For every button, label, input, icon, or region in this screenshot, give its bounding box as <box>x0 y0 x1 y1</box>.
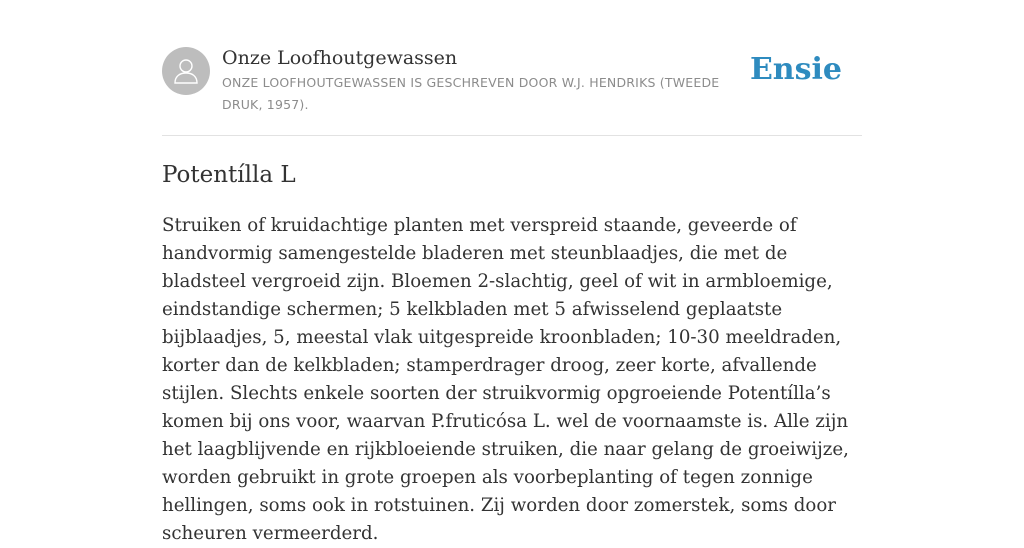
source-header <box>162 46 862 116</box>
book-subtitle: ONZE LOOFHOUTGEWASSEN IS GESCHREVEN DOOR W.J. HENDRIKS (TWEEDE DRUK, 1957). <box>222 75 720 112</box>
user-icon <box>162 47 210 95</box>
entry-title: Potentílla L <box>162 162 296 188</box>
divider <box>162 135 862 136</box>
book-title[interactable]: Onze Loofhoutgewassen <box>222 47 458 69</box>
entry-body: Struiken of kruidachtige planten met verspreid staande, geveerde of handvormig samengestelde bladeren met steunblaadjes, die met de bladsteel vergroeid zijn. Bloemen 2-slachtig, geel of wit in armbloemige, eindstandige schermen; 5 kelkbladen met 5 afwisselend geplaatste bijblaadjes, 5, meestal vlak uitgespreide kroonbladen; 10-30 meeldraden, korter dan de kelkbladen; stamperdrager droog, zeer korte, afvallende stijlen. Slechts enkele soorten der struikvormig opgroeiende Potentílla’s komen bij ons voor, waarvan P.fruticósa L. wel de voornaamste is. Alle zijn het laagblijvende en rijkbloeiende struiken, die naar gelang de groeiwijze, worden gebruikt in grote groepen als voorbeplanting of tegen zonnige hellingen, soms ook in rotstuinen. Zij worden door zomerstek, soms door scheuren vermeerderd. <box>162 215 849 544</box>
brand-logo[interactable]: Ensie <box>749 52 842 87</box>
